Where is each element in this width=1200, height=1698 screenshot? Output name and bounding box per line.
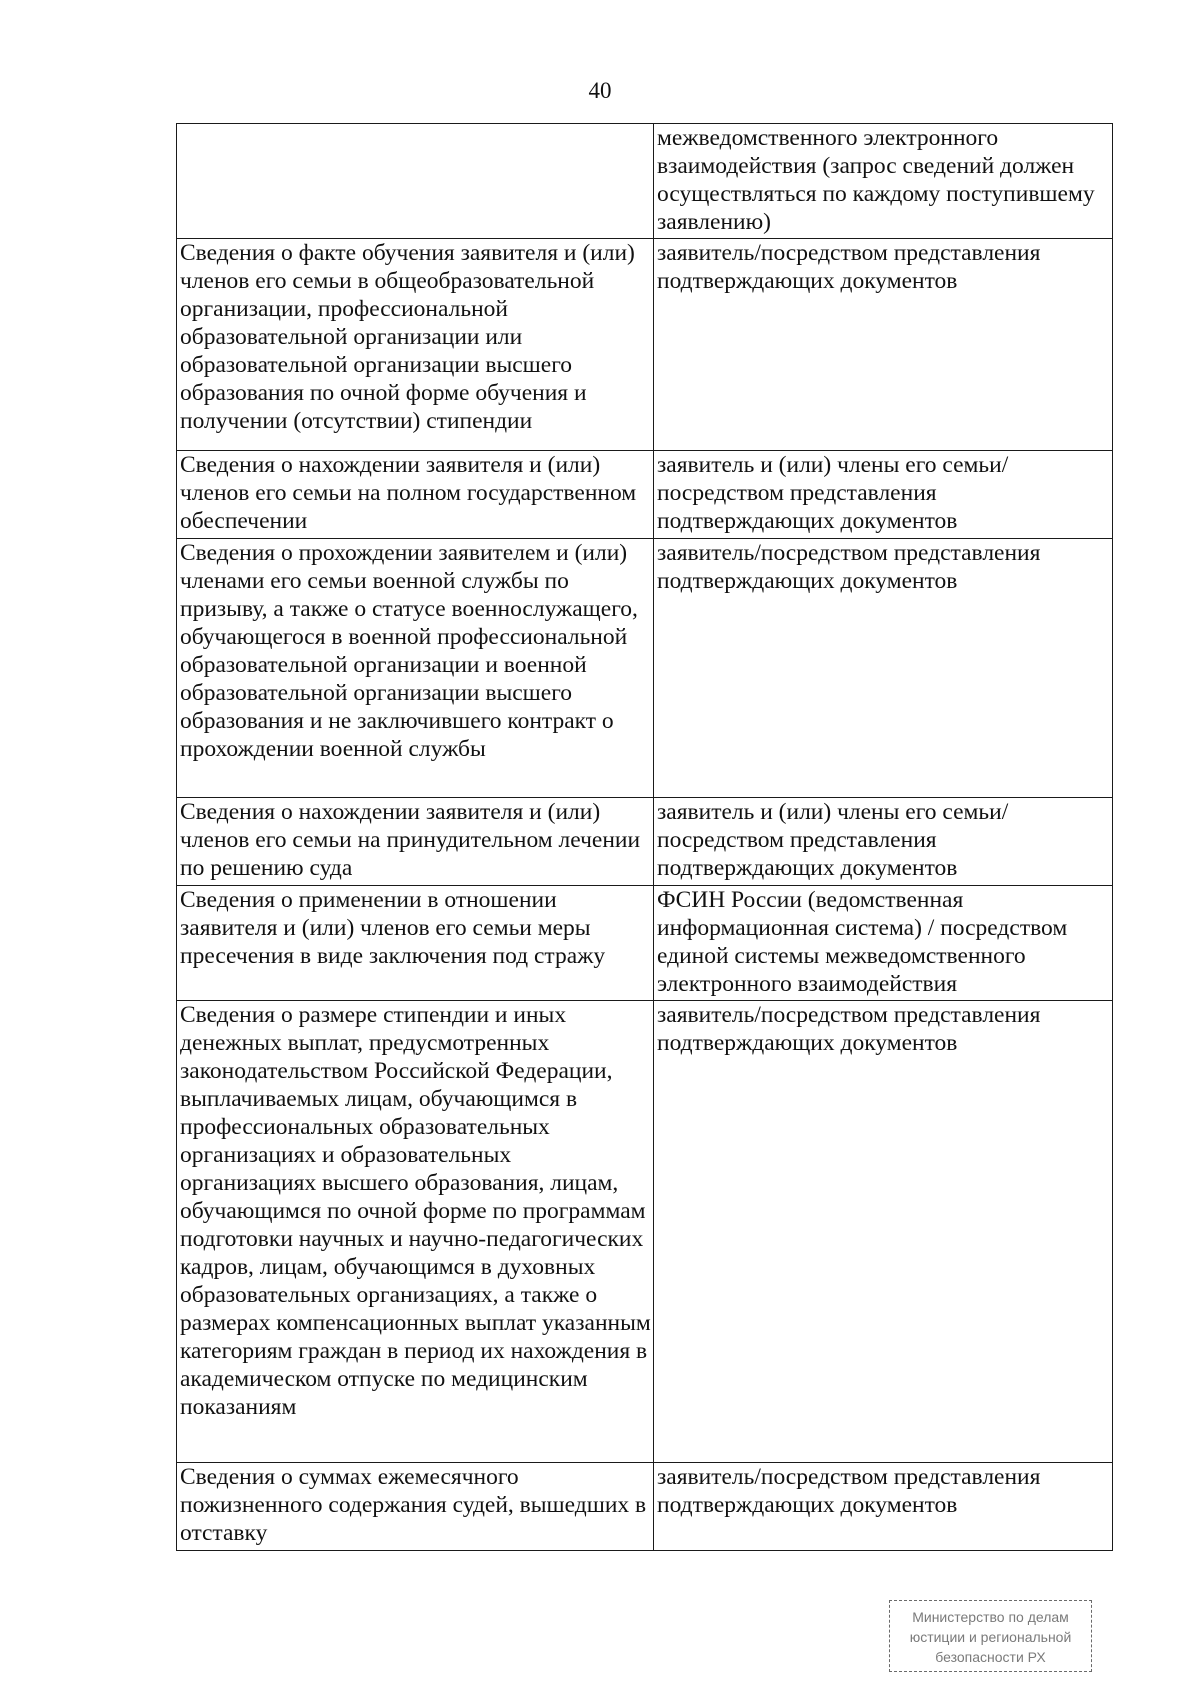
table-cell-source: заявитель и (или) члены его семьи/посредством представления подтверждающих документов	[654, 451, 1113, 539]
table-row	[177, 539, 1113, 798]
table-row	[177, 886, 1113, 1001]
table-cell-info: Сведения о факте обучения заявителя и (или) членов его семьи в общеобразовательной организации, профессиональной образовательной организации или образовательной организации высшего образования по очной форме обучения и получении (отсутствии) стипендии	[177, 239, 654, 451]
table-cell-info	[177, 124, 654, 239]
table-cell-info: Сведения о прохождении заявителем и (или) членами его семьи военной службы по призыву, а также о статусе военнослужащего, обучающегося в военной профессиональной образовательной организации и военной образовательной организации высшего образования и не заключившего контракт о прохождении военной службы	[177, 539, 654, 798]
table-cell-source: заявитель/посредством представления подтверждающих документов	[654, 1463, 1113, 1551]
table-cell-info: Сведения о нахождении заявителя и (или) членов его семьи на полном государственном обеспечении	[177, 451, 654, 539]
table-row	[177, 798, 1113, 886]
table-cell-info: Сведения о применении в отношении заявителя и (или) членов его семьи меры пресечения в виде заключения под стражу	[177, 886, 654, 1001]
stamp-line: безопасности РХ	[935, 1649, 1046, 1665]
document-table	[176, 123, 1113, 1551]
table-cell-source: заявитель и (или) члены его семьи/посредством представления подтверждающих документов	[654, 798, 1113, 886]
table-cell-source: заявитель/посредством представления подтверждающих документов	[654, 539, 1113, 798]
table-row	[177, 239, 1113, 451]
table-cell-info: Сведения о суммах ежемесячного пожизненного содержания судей, вышедших в отставку	[177, 1463, 654, 1551]
table-cell-info: Сведения о нахождении заявителя и (или) членов его семьи на принудительном лечении по решению суда	[177, 798, 654, 886]
stamp-line: Министерство по делам	[912, 1609, 1069, 1625]
table-row	[177, 1463, 1113, 1551]
table-row	[177, 1001, 1113, 1463]
table-cell-source: ФСИН России (ведомственная информационная система) / посредством единой системы межведомственного электронного взаимодействия	[654, 886, 1113, 1001]
table-cell-source: межведомственного электронного взаимодействия (запрос сведений должен осуществляться по каждому поступившему заявлению)	[654, 124, 1113, 239]
table-row	[177, 451, 1113, 539]
table-cell-info: Сведения о размере стипендии и иных денежных выплат, предусмотренных законодательством Российской Федерации, выплачиваемых лицам, обучающимся в профессиональных образовательных организациях и образовательных организациях высшего образования, лицам, обучающимся по очной форме по программам подготовки научных и научно-педагогических кадров, лицам, обучающимся в духовных образовательных организациях, а также о размерах компенсационных выплат указанным категориям граждан в период их нахождения в академическом отпуске по медицинским показаниям	[177, 1001, 654, 1463]
table-row	[177, 124, 1113, 239]
stamp	[889, 1600, 1092, 1672]
table-cell-source: заявитель/посредством представления подтверждающих документов	[654, 1001, 1113, 1463]
stamp-line: юстиции и региональной	[909, 1629, 1072, 1645]
table-cell-source: заявитель/посредством представления подтверждающих документов	[654, 239, 1113, 451]
page-number: 40	[588, 78, 612, 103]
